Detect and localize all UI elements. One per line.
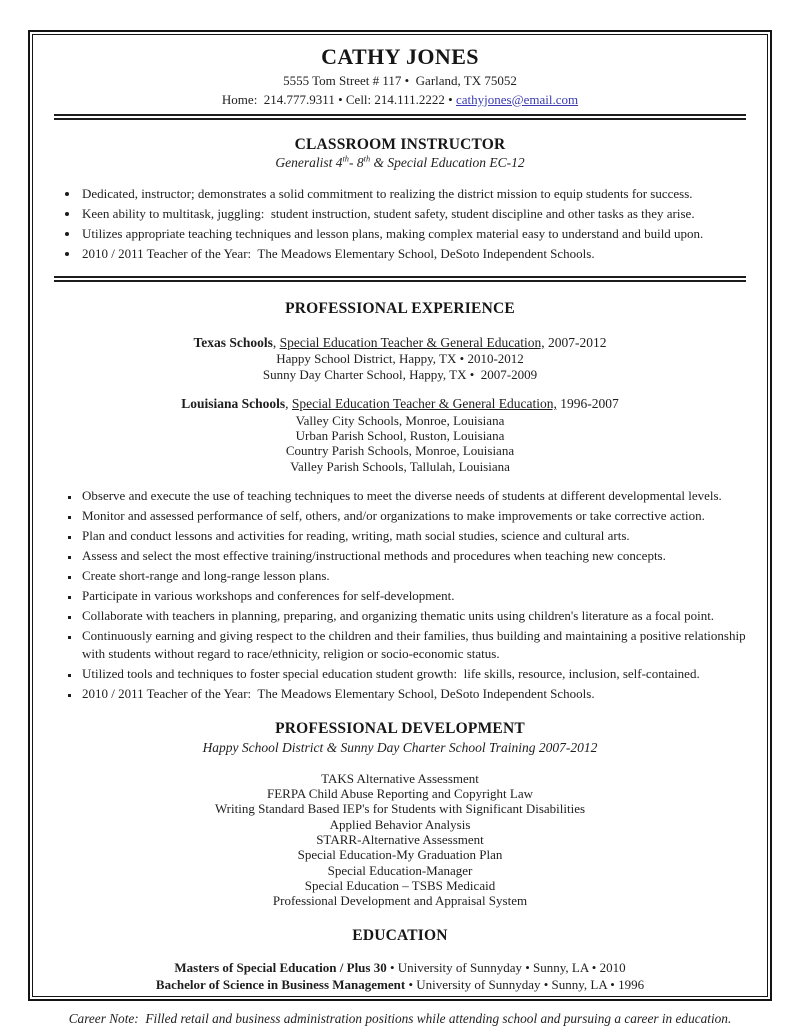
bullet-item: ▪ Assess and select the most effective training/instructional methods and procedures when teaching new concepts. [80, 547, 747, 565]
resume-header [53, 44, 747, 108]
training-item: Special Education – TSBS Medicaid [304, 877, 496, 893]
subtitle-text: Generalist 4 [275, 155, 343, 171]
divider-rule-top [54, 114, 746, 120]
bullet-item: ▪ Participate in various workshops and conferences for self-development. [80, 587, 747, 605]
employer-line [53, 395, 747, 413]
headline-section [53, 135, 747, 264]
separator: , [272, 334, 280, 350]
subtitle-text: & Special Education EC-12 [370, 155, 525, 171]
school-location: Urban Parish School, Ruston, Louisiana [295, 427, 505, 443]
training-item: Writing Standard Based IEP's for Students with Significant Disabilities [214, 801, 586, 817]
resume-name: CATHY JONES [321, 44, 479, 69]
contact-line [53, 92, 747, 108]
development-section [53, 719, 747, 908]
ordinal-superscript: th [342, 154, 349, 164]
employer-name: Louisiana Schools [181, 396, 286, 412]
degree-details: • University of Sunnyday • Sunny, LA • 2010 [386, 959, 626, 975]
headline-title: CLASSROOM INSTRUCTOR [294, 135, 506, 153]
bullet-item: • Keen ability to multitask, juggling: student instruction, student safety, student discipline and other tasks as they arise. [80, 205, 747, 223]
development-heading: PROFESSIONAL DEVELOPMENT [275, 720, 525, 738]
experience-heading: PROFESSIONAL EXPERIENCE [285, 300, 515, 318]
career-note-label: Career Note: [68, 1010, 139, 1026]
bullet-item: ▪ Create short-range and long-range lesson plans. [80, 567, 747, 585]
degree-name: Masters of Special Education / Plus 30 [174, 959, 387, 975]
training-item: Applied Behavior Analysis [329, 816, 471, 832]
page-border-inner [32, 34, 768, 1026]
employment-dates: 1996-2007 [556, 396, 619, 412]
degree-line [53, 960, 747, 977]
phone-numbers: Home: 214.777.9311 • Cell: 214.111.2222 • [221, 91, 456, 107]
job-title: Special Education Teacher & General Education, [279, 334, 545, 350]
address-line: 5555 Tom Street # 117 • Garland, TX 75052 [283, 73, 517, 89]
school-location: Valley Parish Schools, Tallulah, Louisiana [290, 458, 510, 474]
bullet-item: ▪ Observe and execute the use of teaching techniques to meet the diverse needs of students at different developmental levels. [80, 487, 747, 505]
bullet-item: ▪ Utilized tools and techniques to foster special education student growth: life skills, resource, inclusion, self-contained. [80, 665, 747, 683]
career-note-text: Filled retail and business administration positions while attending school and pursuing a career in education. [138, 1010, 732, 1026]
resume-content [33, 35, 767, 1027]
headline-subtitle [53, 155, 747, 172]
headline-bullet-list [53, 185, 747, 263]
subtitle-text: - 8 [349, 155, 364, 171]
employment-dates: 2007-2012 [544, 334, 607, 350]
school-location: Valley City Schools, Monroe, Louisiana [295, 412, 505, 428]
education-section [53, 926, 747, 1027]
experience-bullet-list [53, 487, 747, 703]
training-list [53, 771, 747, 909]
divider-rule-middle [54, 276, 746, 282]
training-item: FERPA Child Abuse Reporting and Copyright Law [266, 785, 534, 801]
page-border [28, 30, 772, 1026]
bullet-item: • Dedicated, instructor; demonstrates a solid commitment to realizing the district mission to equip students for success. [80, 185, 747, 203]
employer-block-louisiana [53, 395, 747, 474]
bullet-item: • Utilizes appropriate teaching techniques and lesson plans, making complex material easy to understand and build upon. [80, 225, 747, 243]
degree-details: • University of Sunnyday • Sunny, LA • 1996 [405, 976, 645, 992]
school-location: Happy School District, Happy, TX • 2010-2012 [276, 351, 524, 367]
education-heading: EDUCATION [352, 926, 448, 944]
school-location: Sunny Day Charter School, Happy, TX • 2007-2009 [262, 366, 538, 382]
training-item: Special Education-Manager [327, 862, 473, 878]
job-title: Special Education Teacher & General Education, [291, 396, 557, 412]
bullet-item: • 2010 / 2011 Teacher of the Year: The Meadows Elementary School, DeSoto Independent Schools. [80, 245, 747, 263]
employer-line [53, 334, 747, 352]
experience-section [53, 299, 747, 703]
school-location: Country Parish Schools, Monroe, Louisiana [285, 443, 515, 459]
degree-line [53, 977, 747, 994]
development-subtitle: Happy School District & Sunny Day Charter School Training 2007-2012 [202, 739, 598, 755]
bullet-item: ▪ Continuously earning and giving respect to the children and their families, thus building and maintaining a positive relationship with students without regard to race/ethnicity, religion or socio-economic status. [80, 627, 747, 664]
training-item: TAKS Alternative Assessment [321, 770, 479, 786]
separator: , [285, 396, 292, 412]
career-note [53, 1010, 747, 1027]
ordinal-superscript: th [363, 154, 371, 164]
bullet-item: ▪ Collaborate with teachers in planning, preparing, and organizing thematic units using children's literature as a focal point. [80, 607, 747, 625]
bullet-item: ▪ 2010 / 2011 Teacher of the Year: The Meadows Elementary School, DeSoto Independent Schools. [80, 685, 747, 703]
employer-name: Texas Schools [193, 334, 273, 350]
email-link[interactable]: cathyjones@email.com [456, 91, 579, 107]
bullet-item: ▪ Plan and conduct lessons and activities for reading, writing, math social studies, science and cultural arts. [80, 527, 747, 545]
training-item: Professional Development and Appraisal System [272, 893, 528, 909]
bullet-item: ▪ Monitor and assessed performance of self, others, and/or organizations to make improvements or take corrective action. [80, 507, 747, 525]
training-item: STARR-Alternative Assessment [316, 831, 484, 847]
degree-list [53, 960, 747, 994]
training-item: Special Education-My Graduation Plan [297, 847, 503, 863]
degree-name: Bachelor of Science in Business Management [155, 976, 406, 992]
employer-block-texas [53, 334, 747, 382]
